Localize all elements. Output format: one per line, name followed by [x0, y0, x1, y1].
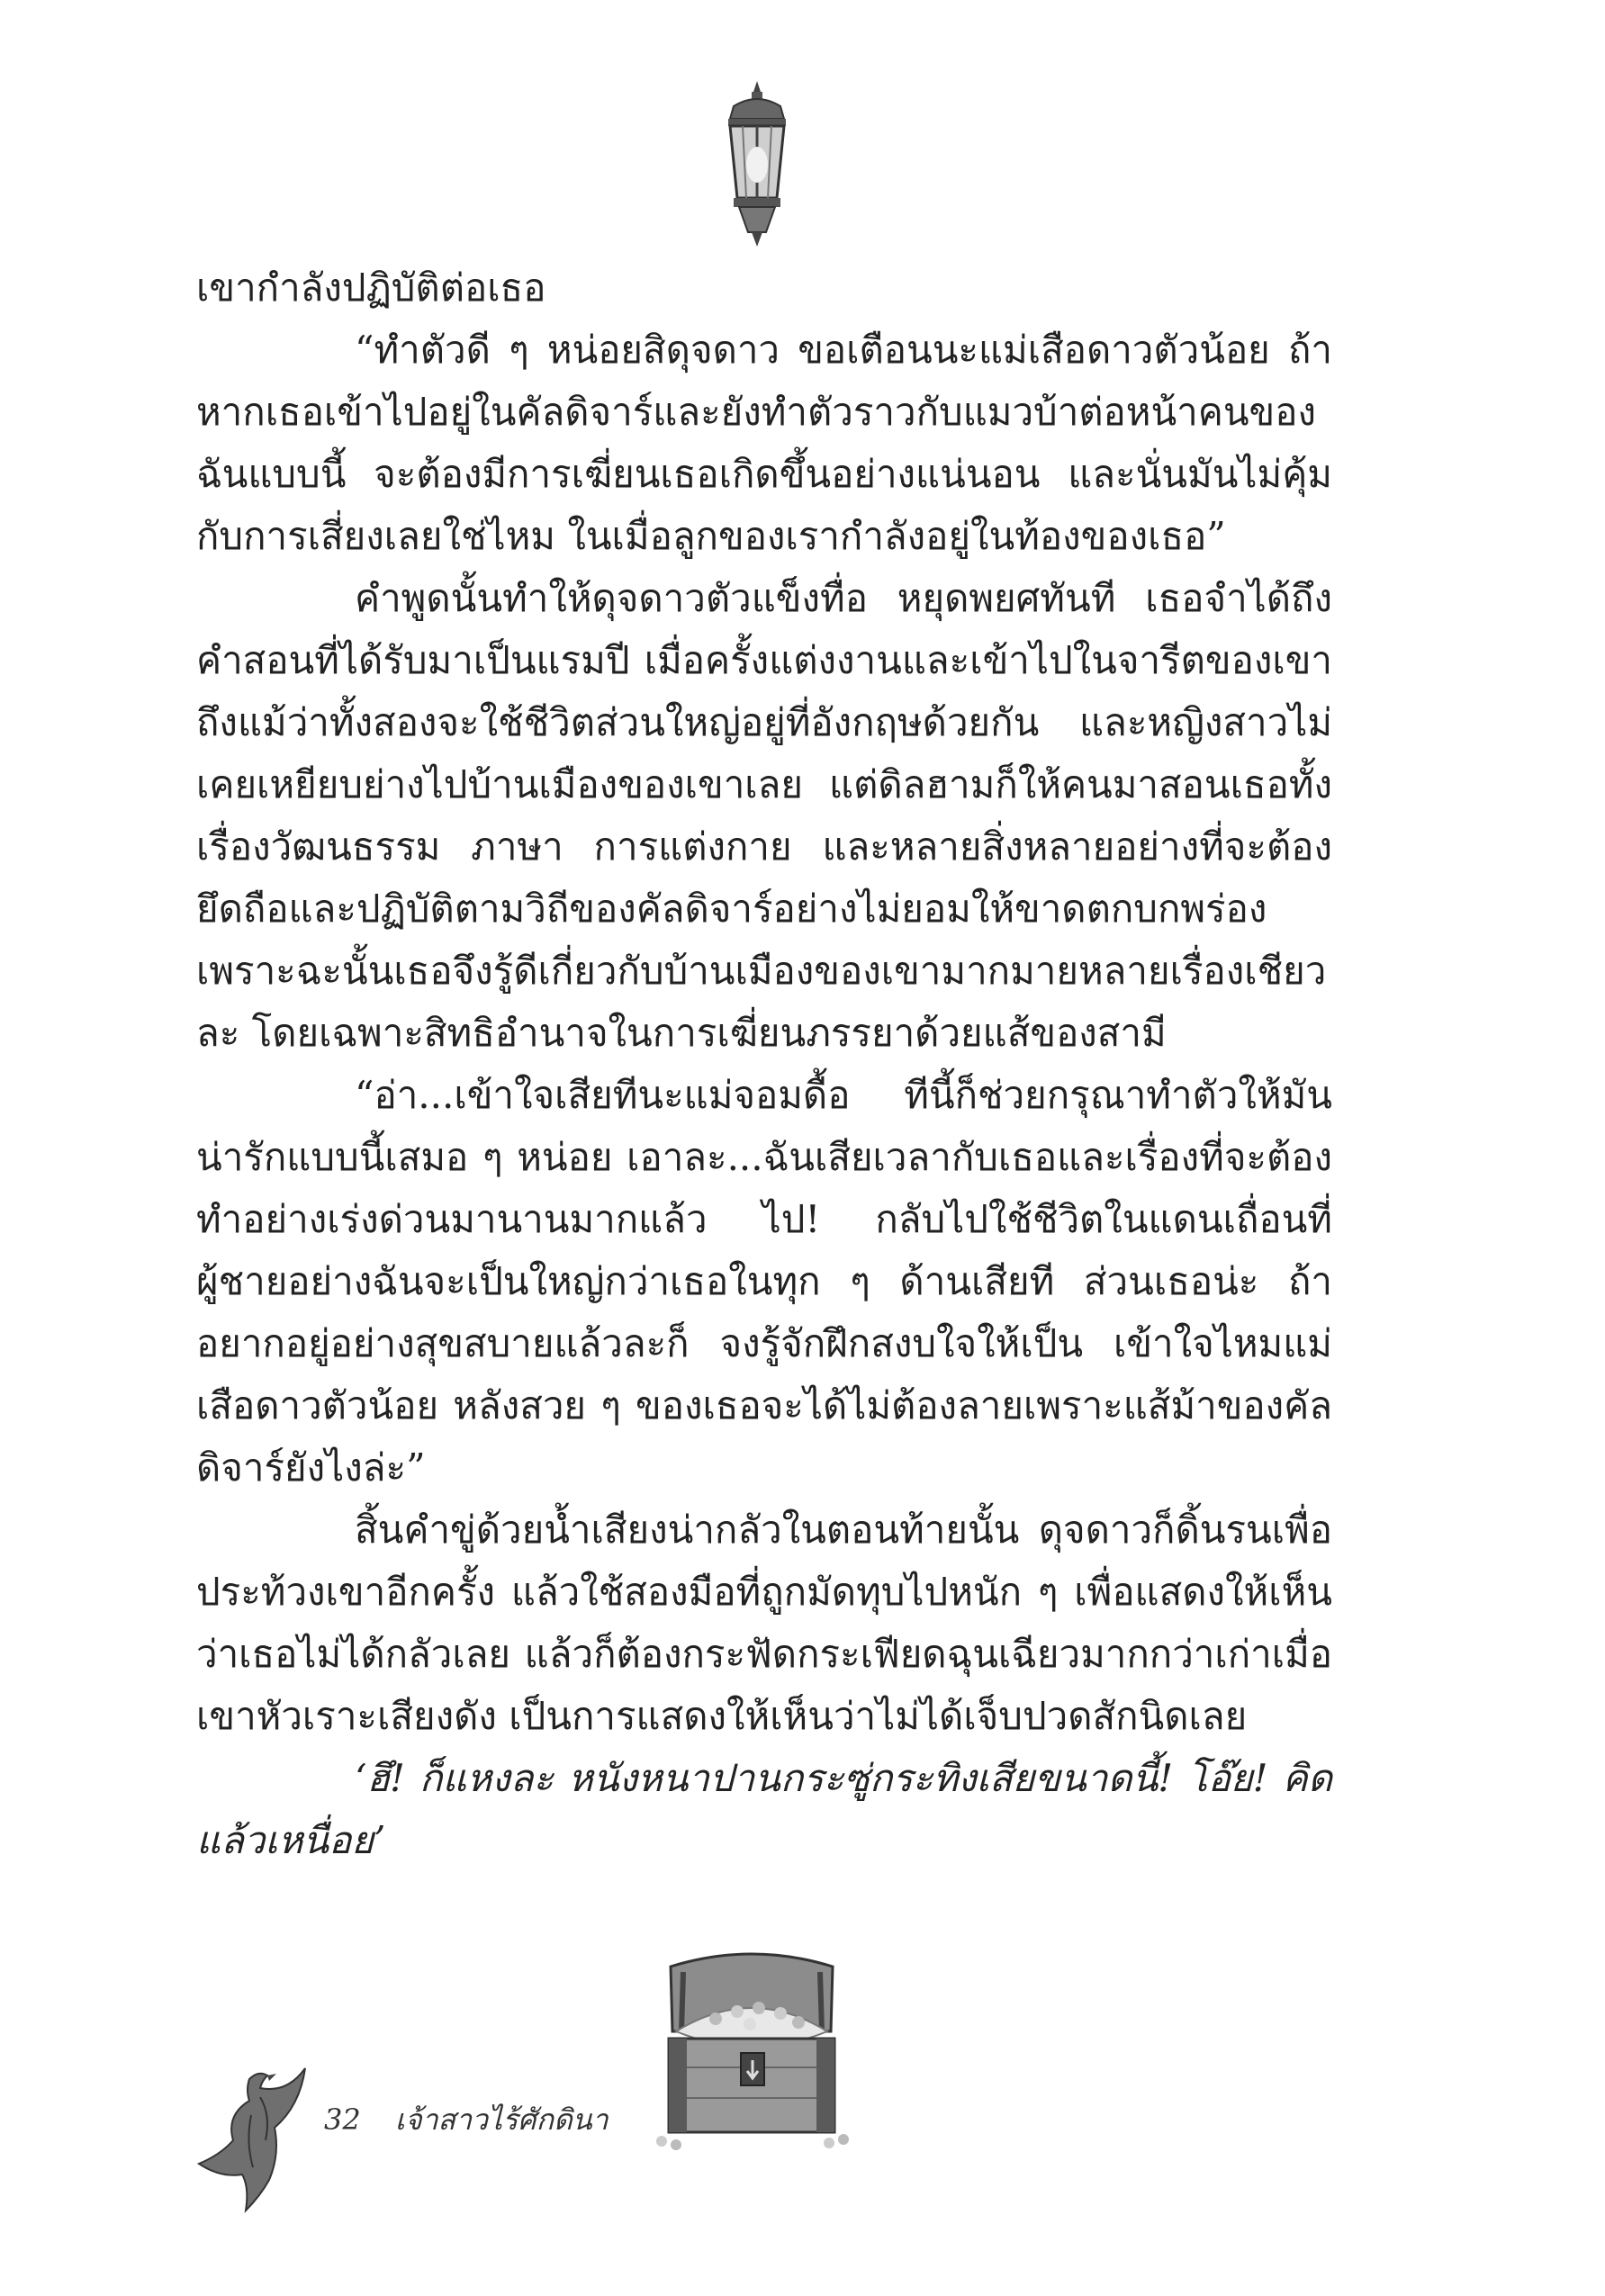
paragraph-thought: ‘ฮึ! ก็แหงละ หนังหนาปานกระซู่กระทิงเสียขนาดนี้! โอ๊ย! คิดแล้วเหนื่อย’: [196, 1756, 1332, 1862]
page-footer: [324, 2097, 609, 2143]
book-title: เจ้าสาวไร้ศักดินา: [394, 2102, 609, 2137]
page-number: 32: [324, 2102, 361, 2137]
paragraph: “ทำตัวดี ๆ หน่อยสิดุจดาว ขอเตือนนะแม่เสือดาวตัวน้อย ถ้าหากเธอเข้าไปอยู่ในคัลดิจาร์และยังทำตัวราวกับแมวบ้าต่อหน้าคนของฉันแบบนี้ จะต้องมีการเฆี่ยนเธอเกิดขึ้นอย่างแน่นอน และนั่นมันไม่คุ้มกับการเสี่ยงเลยใช่ไหม ในเมื่อลูกของเรากำลังอยู่ในท้องของเธอ”: [196, 328, 1332, 558]
eagle-icon: [194, 2061, 311, 2214]
paragraph: สิ้นคำขู่ด้วยน้ำเสียงน่ากลัวในตอนท้ายนั้น ดุจดาวก็ดิ้นรนเพื่อประท้วงเขาอีกครั้ง แล้วใช้สองมือที่ถูกมัดทุบไปหนัก ๆ เพื่อแสดงให้เห็นว่าเธอไม่ได้กลัวเลย แล้วก็ต้องกระฟัดกระเฟียดฉุนเฉียวมากกว่าเก่าเมื่อเขาหัวเราะเสียงดัง เป็นการแสดงให้เห็นว่าไม่ได้เจ็บปวดสักนิดเลย: [196, 1508, 1332, 1738]
paragraph: “อ่า...เข้าใจเสียทีนะแม่จอมดื้อ ทีนี้ก็ช่วยกรุณาทำตัวให้มันน่ารักแบบนี้เสมอ ๆ หน่อย เอาละ...ฉันเสียเวลากับเธอและเรื่องที่จะต้องทำอย่างเร่งด่วนมานานมากแล้ว ไป! กลับไปใช้ชีวิตในแดนเถื่อนที่ผู้ชายอย่างฉันจะเป็นใหญ่กว่าเธอในทุก ๆ ด้านเสียที ส่วนเธอน่ะ ถ้าอยากอยู่อย่างสุขสบายแล้วละก็ จงรู้จักฝึกสงบใจให้เป็น เข้าใจไหมแม่เสือดาวตัวน้อย หลังสวย ๆ ของเธอจะได้ไม่ต้องลายเพราะแส้ม้าของคัลดิจาร์ยังไงล่ะ”: [196, 1073, 1332, 1490]
lantern-icon: [714, 79, 800, 250]
body-text: [196, 257, 1332, 1871]
paragraph: เขากำลังปฏิบัติต่อเธอ: [196, 266, 546, 310]
paragraph: คำพูดนั้นทำให้ดุจดาวตัวแข็งทื่อ หยุดพยศทันที เธอจำได้ถึงคำสอนที่ได้รับมาเป็นแรมปี เมื่อครั้งแต่งงานและเข้าไปในจารีตของเขา ถึงแม้ว่าทั้งสองจะใช้ชีวิตส่วนใหญ่อยู่ที่อังกฤษด้วยกัน และหญิงสาวไม่เคยเหยียบย่างไปบ้านเมืองของเขาเลย แต่ดิลฮามก็ให้คนมาสอนเธอทั้งเรื่องวัฒนธรรม ภาษา การแต่งกาย และหลายสิ่งหลายอย่างที่จะต้องยึดถือและปฏิบัติตามวิถีของคัลดิจาร์อย่างไม่ยอมให้ขาดตกบกพร่อง เพราะฉะนั้นเธอจึงรู้ดีเกี่ยวกับบ้านเมืองของเขามากมายหลายเรื่องเชียวละ โดยเฉพาะสิทธิอำนาจในการเฆี่ยนภรรยาด้วยแส้ของสามี: [196, 576, 1332, 1055]
treasure-chest-icon: [644, 1949, 860, 2151]
